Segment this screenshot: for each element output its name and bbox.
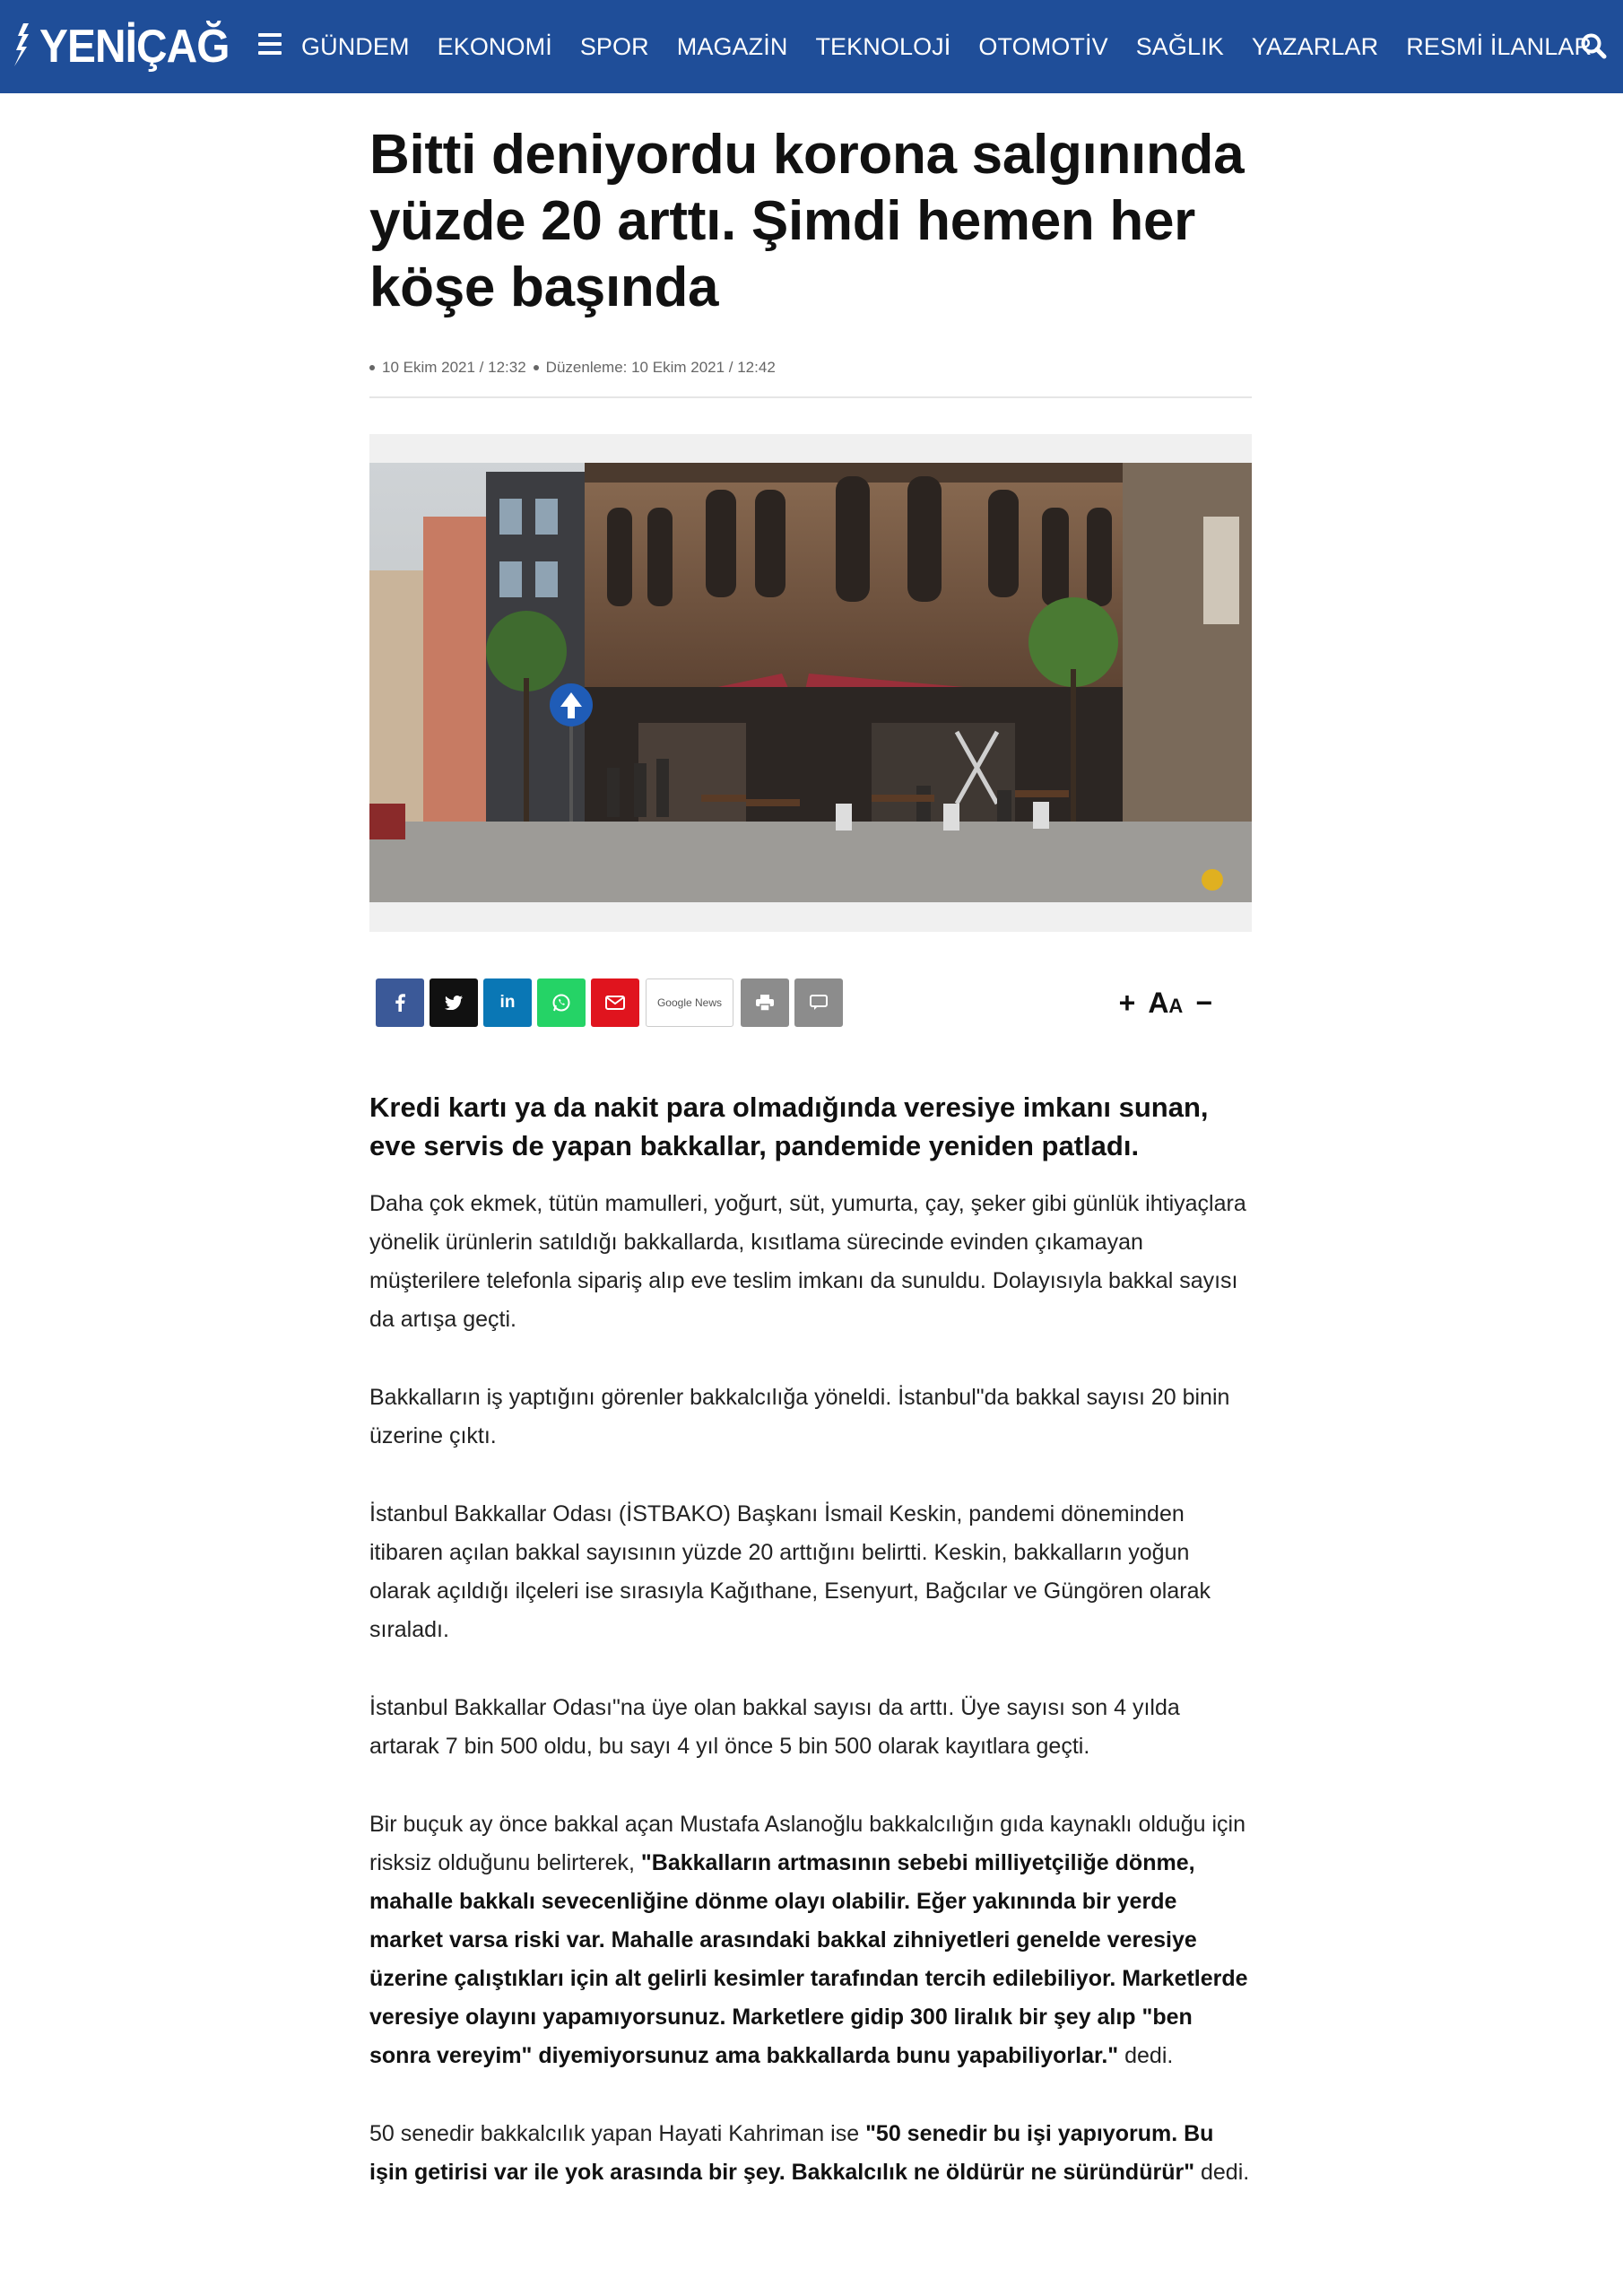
linkedin-share-button[interactable] (483, 978, 532, 1027)
facebook-share-button[interactable] (376, 978, 424, 1027)
nav-item-yazarlar[interactable]: YAZARLAR (1251, 32, 1379, 60)
twitter-icon (445, 996, 463, 1010)
nav-item-gundem[interactable]: GÜNDEM (301, 32, 410, 60)
article-paragraph: Bakkalların iş yaptığını görenler bakkalcılığa yöneldi. İstanbul"da bakkal sayısı 20 binin üzerine çıktı. (369, 1385, 1230, 1448)
font-size-icon: AA (1148, 986, 1184, 1019)
nav-item-ekonomi[interactable]: EKONOMİ (437, 32, 552, 60)
main-nav (301, 0, 1619, 93)
article-paragraph: İstanbul Bakkallar Odası"na üye olan bakkal sayısı da arttı. Üye sayısı son 4 yılda artarak 7 bin 500 oldu, bu sayı 4 yıl önce 5 bin 500 olarak kayıtlara geçti. (369, 1695, 1180, 1759)
nav-item-teknoloji[interactable]: TEKNOLOJİ (815, 32, 951, 60)
hamburger-menu-icon[interactable] (258, 33, 282, 55)
logo-text: YENİÇAĞ (39, 21, 230, 73)
share-bar (369, 978, 1252, 1029)
divider (369, 396, 1252, 398)
article-title: Bitti deniyordu korona salgınında yüzde 20 arttı. Şimdi hemen her köşe başında (369, 124, 1245, 318)
article-meta (369, 359, 1252, 377)
nav-item-resmi-ilanlar[interactable]: RESMİ İLANLAR (1406, 32, 1593, 60)
font-size-controls (1119, 978, 1212, 1027)
site-header (0, 0, 1623, 93)
facebook-icon (395, 994, 405, 1012)
article-paragraph: İstanbul Bakkallar Odası (İSTBAKO) Başkanı İsmail Keskin, pandemi döneminden itibaren açılan bakkal sayısının yüzde 20 arttığını belirtti. Keskin, bakkalların yoğun olarak açıldığı ilçeleri ise sırasıyla Kağıthane, Esenyurt, Bağcılar ve Güngören olarak sıraladı. (369, 1501, 1211, 1642)
bullet-icon (534, 365, 539, 370)
mail-icon (605, 996, 625, 1010)
comment-icon (810, 995, 828, 1011)
nav-item-otomotiv[interactable]: OTOMOTİV (978, 32, 1108, 60)
street-photo (369, 463, 1252, 902)
mail-share-button[interactable] (591, 978, 639, 1027)
search-icon[interactable] (1580, 32, 1607, 59)
site-logo[interactable] (11, 16, 246, 77)
article-paragraph (369, 2115, 1252, 2192)
paragraph-text: dedi. (1194, 2160, 1250, 2185)
publish-date: 10 Ekim 2021 / 12:32 (382, 359, 526, 376)
edit-date: Düzenleme: 10 Ekim 2021 / 12:42 (545, 359, 776, 376)
paragraph-text: 50 senedir bakkalcılık yapan Hayati Kahriman ise (369, 2121, 866, 2146)
print-button[interactable] (741, 978, 789, 1027)
quote-text: "Bakkalların artmasının sebebi milliyetçiliğe dönme, mahalle bakkalı sevecenliğine dönme olayı olabilir. Eğer yakınında bir yerde market varsa riski var. Mahalle arasındaki bakkal zihniyetleri genelde veresiye üzerine çalıştıkları için alt gelirli kesimler tarafından tercih edilebiliyor. Marketlerde veresiye olayını yapamıyorsunuz. Marketlere gidip 300 liralık bir şey alıp "ben sonra vereyim" diyemiyorsunuz ama bakkallarda bunu yapabiliyorlar." (369, 1850, 1248, 2068)
nav-item-spor[interactable]: SPOR (579, 32, 649, 60)
logo-mark-icon (11, 20, 36, 74)
linkedin-icon: in (499, 993, 516, 1012)
article-image[interactable] (369, 434, 1252, 932)
font-increase-button[interactable]: + (1118, 986, 1136, 1019)
paragraph-text: Bir buçuk ay önce bakkal açan Mustafa Aslanoğlu bakkalcılığın gıda kaynaklı olduğu için risksiz olduğunu belirterek, (369, 1812, 1245, 1875)
twitter-share-button[interactable] (430, 978, 478, 1027)
article-paragraph (369, 1805, 1252, 2075)
font-decrease-button[interactable]: − (1195, 986, 1212, 1019)
paragraph-text: dedi. (1118, 2043, 1174, 2068)
whatsapp-icon (551, 993, 571, 1013)
comment-button[interactable] (794, 978, 843, 1027)
article-paragraph: Daha çok ekmek, tütün mamulleri, yoğurt, süt, yumurta, çay, şeker gibi günlük ihtiyaçlara yönelik ürünlerin satıldığı bakkallarda, kısıtlama sürecinde evinden çıkamayan müşterilere telefonla sipariş alıp eve teslim imkanı da sunuldu. Dolayısıyla bakkal sayısı da artışa geçti. (369, 1191, 1246, 1332)
article-lead: Kredi kartı ya da nakit para olmadığında veresiye imkanı sunan, eve servis de yapan bakkallar, pandemide yeniden patladı. (369, 1091, 1209, 1161)
nav-item-saglik[interactable]: SAĞLIK (1135, 32, 1224, 60)
whatsapp-share-button[interactable] (537, 978, 586, 1027)
print-icon (756, 995, 774, 1011)
bullet-icon (369, 365, 375, 370)
nav-item-magazin[interactable]: MAGAZİN (676, 32, 788, 60)
google-news-label: Google News (656, 996, 723, 1009)
article (369, 93, 1252, 2192)
google-news-button[interactable] (646, 978, 733, 1027)
quote-text: "50 senedir bu işi yapıyorum. Bu işin getirisi var ile yok arasında bir şey. Bakkalcılık ne öldürür ne süründürür" (369, 2121, 1214, 2185)
